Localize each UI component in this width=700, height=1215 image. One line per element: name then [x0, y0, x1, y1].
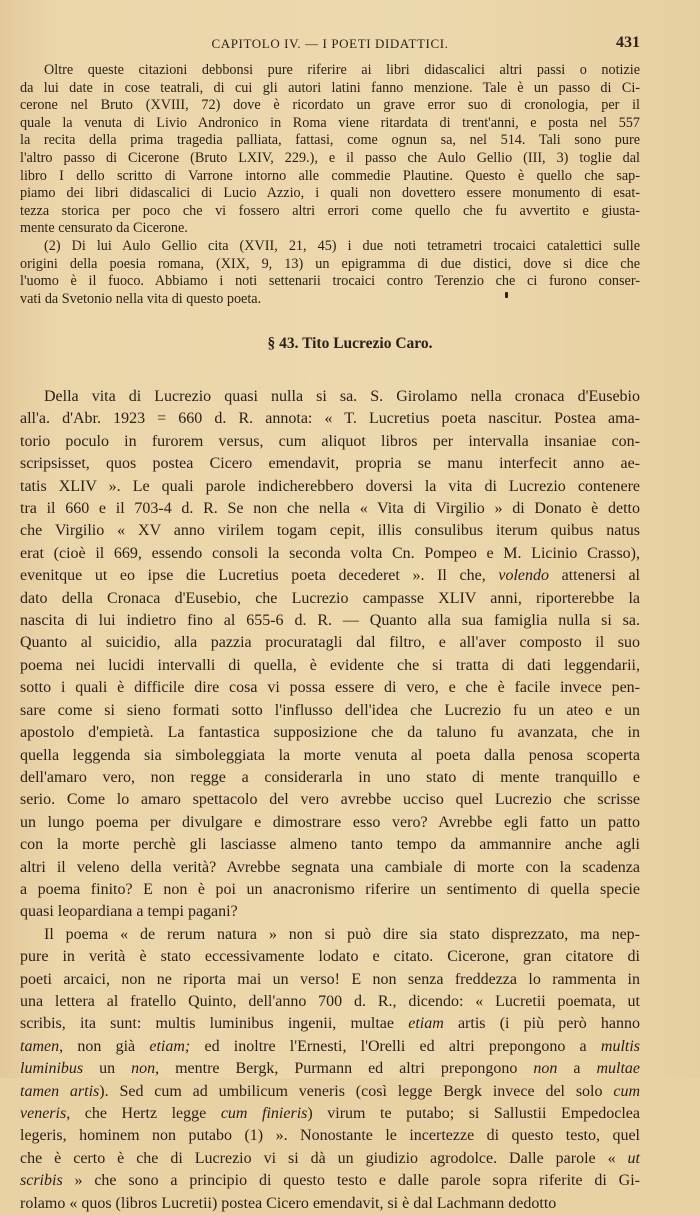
- italic-text: non: [533, 1060, 558, 1078]
- text-segment: la recita della prima tragedia palliata, fattasi, come ognun sa, nel 514. Tali sono pure: [20, 132, 640, 149]
- text-segment: tra il 660 e il 703-4 d. R. Se non che nella « Vita di Virgilio » di Donato è detto: [20, 500, 640, 518]
- text-segment: apostolo d'empietà. La fantastica supposizione che da taluno fu avanzata, che in: [20, 724, 640, 742]
- text-line: [20, 767, 640, 789]
- text-line: [20, 150, 640, 168]
- text-line: [20, 520, 640, 542]
- text-segment: un: [83, 1060, 132, 1078]
- italic-text: scribis: [20, 1172, 63, 1190]
- text-line: [20, 386, 640, 408]
- text-segment: a poema finito? E non è poi un anacronismo riferire un sentimento di quella specie: [20, 880, 640, 898]
- text-line: [20, 408, 640, 430]
- running-title: CAPITOLO IV. — I POETI DIDATTICI.: [211, 36, 449, 51]
- text-segment: rolamo « quos (libros Lucretii) postea Cicero emendavit, si è dal Lachmann dedotto: [20, 1194, 557, 1212]
- text-line: [20, 722, 640, 744]
- text-segment: un lungo poema per divulgare e dimostrare esso vero? Avrebbe egli fatto un patto: [20, 813, 640, 831]
- text-segment: erat (cioè il 669, essendo consoli la seconda volta Cn. Pompeo e M. Licinio Crasso),: [20, 544, 640, 562]
- text-line: [20, 185, 640, 203]
- text-line: [20, 220, 640, 238]
- text-line: [20, 1036, 640, 1058]
- text-segment: quella leggenda sia simboleggiata la morte venuta al poeta dalla penosa scoperta: [20, 746, 640, 764]
- text-line: [20, 1148, 640, 1170]
- text-segment: legeris, hominem non putabo (1) ». Nonostante le incertezze di questo testo, quel: [20, 1127, 640, 1145]
- text-line: [20, 476, 640, 498]
- text-segment: da lui date in cose teatrali, di cui gli autori latini fanno menzione. Tale è un passo di Ci-: [20, 79, 640, 96]
- text-segment: Della vita di Lucrezio quasi nulla si sa. S. Girolamo nella cronaca d'Eusebio: [44, 388, 640, 405]
- text-line: [20, 80, 640, 98]
- text-line: [20, 924, 640, 946]
- text-line: [20, 1170, 640, 1192]
- text-line: [20, 969, 640, 991]
- italic-text: multae: [596, 1060, 640, 1078]
- section-title: § 43. Tito Lucrezio Caro.: [267, 335, 433, 352]
- text-line: [20, 1193, 640, 1215]
- text-segment: dato della Cronaca d'Eusebio, che Lucrezio campasse XLIV anni, riporterebbe la: [20, 589, 640, 607]
- text-segment: che Virgilio « XV anno virilem togam cepit, illis consulibus iterum quibus natus: [20, 522, 640, 540]
- text-line: [20, 946, 640, 968]
- text-segment: Quanto al suicidio, alla pazzia procuratagli dal filtro, e all'aver composto il suo: [20, 634, 640, 652]
- text-segment: dell'amaro vero, non regge a considerarla in uno stato di mente tranquillo e: [20, 768, 640, 786]
- text-segment: quasi leopardiana a tempi pagani?: [20, 903, 238, 921]
- text-line: [20, 588, 640, 610]
- text-segment: cerone nel Bruto (XVIII, 72) dove è ricordato un grave error suo di cronologia, per il: [20, 97, 640, 114]
- italic-text: non: [131, 1060, 156, 1078]
- text-segment: sare come si sieno formati sotto l'influsso dell'idea che Lucrezio fu un ateo e un: [20, 701, 640, 719]
- ink-speck: [505, 292, 508, 298]
- text-segment: origini della poesia romana, (XIX, 9, 13) un epigramma di due distici, dove si dice che: [20, 255, 640, 272]
- page-number: 431: [616, 34, 640, 51]
- text-line: [20, 431, 640, 453]
- text-segment: scripsisset, quos postea Cicero emendavit, propria se manu interfecit anno ae-: [20, 455, 640, 473]
- text-line: [20, 991, 640, 1013]
- text-line: [20, 901, 640, 923]
- text-line: [20, 1081, 640, 1103]
- text-line: [20, 857, 640, 879]
- text-line: [20, 115, 640, 133]
- text-line: [20, 543, 640, 565]
- text-line: [20, 610, 640, 632]
- text-segment: Oltre queste citazioni debbonsi pure riferire ai libri didascalici altri passi o notizie: [44, 62, 640, 78]
- text-segment: l'altro passo di Cicerone (Bruto LXIV, 229.), e il passo che Aulo Gellio (III, 3) toglie dal: [20, 149, 640, 166]
- text-segment: vati da Svetonio nella vita di questo poeta.: [20, 290, 262, 307]
- text-line: [20, 97, 640, 115]
- text-line: [20, 565, 640, 587]
- text-line: [20, 1058, 640, 1080]
- italic-text: tamen artis: [20, 1082, 100, 1100]
- text-line: [20, 498, 640, 520]
- text-line: [20, 812, 640, 834]
- italic-text: cum finieris: [220, 1105, 308, 1122]
- italic-text: luminibus: [20, 1060, 84, 1078]
- text-line: [20, 789, 640, 811]
- text-segment: torio poculo in furorem versus, cum aliquot libros per intervalla insaniae con-: [20, 432, 640, 450]
- text-segment: ). Sed cum ad umbilicum veneris (così legge Bergk invece del solo: [99, 1082, 614, 1100]
- italic-text: volendo: [498, 567, 549, 585]
- text-segment: nascita di lui indietro fino al 655-6 d. R. — Quanto alla sua famiglia nulla si sa.: [20, 612, 640, 630]
- text-segment: ed inoltre l'Ernesti, l'Orelli ed altri prepongono a: [190, 1037, 601, 1055]
- paragraph: [20, 924, 640, 1215]
- text-segment: serio. Come lo amaro spettacolo del vero avrebbe ucciso quel Lucrezio che scrisse: [20, 791, 640, 809]
- text-segment: sotto i quali è difficile dire cosa vi possa essere di vero, e che è facile invece pen-: [20, 679, 640, 697]
- text-segment: quale la venuta di Livio Andronico in Roma viene ritardata di trent'anni, e posta nel 557: [20, 114, 640, 131]
- text-line: [20, 834, 640, 856]
- page-header: [20, 34, 640, 52]
- text-segment: l'uomo è il fuoco. Abbiamo i noti settenarii trocaici contro Terenzio che ci furono conser-: [20, 273, 640, 290]
- footnote-paragraph: [20, 238, 640, 308]
- text-segment: attenersi al: [549, 567, 641, 585]
- text-segment: che è certo è che di Lucrezio vi si dà un giudizio agrodolce. Dalle parole «: [20, 1149, 628, 1167]
- italic-text: etiam;: [149, 1037, 191, 1055]
- text-segment: poeti arcaici, non ne riporta mai un verso! E non senza freddezza lo rammenta in: [20, 970, 640, 988]
- italic-text: veneris: [20, 1105, 67, 1122]
- text-line: [20, 203, 640, 221]
- text-line: [20, 745, 640, 767]
- text-line: [20, 238, 640, 256]
- text-segment: scribis, ita sunt: multis luminibus ingenii, multae: [20, 1015, 409, 1033]
- italic-text: tamen: [20, 1037, 60, 1055]
- text-line: [20, 632, 640, 654]
- text-line: [20, 1125, 640, 1147]
- text-line: [20, 62, 640, 80]
- text-segment: altri il veleno della verità? Avrebbe segnata una cambiale di morte con la scadenza: [20, 858, 640, 876]
- text-line: [20, 132, 640, 150]
- text-line: [20, 291, 640, 309]
- text-segment: con la morte perchè gli lasciasse almeno tanto tempo da ammannire anche agli: [20, 836, 640, 854]
- text-segment: all'a. d'Abr. 1923 = 660 d. R. annota: « T. Lucretius poeta nascitur. Postea ama-: [20, 410, 640, 428]
- italic-text: multis: [600, 1037, 641, 1055]
- text-line: [20, 655, 640, 677]
- text-line: [20, 273, 640, 291]
- italic-text: etiam: [408, 1015, 444, 1033]
- text-line: [20, 700, 640, 722]
- text-segment: , che Hertz legge: [66, 1105, 221, 1122]
- text-segment: » che sono a principio di questo testo e dalle parole sopra riferite di Gi-: [62, 1172, 640, 1190]
- text-line: [20, 168, 640, 186]
- text-segment: artis (i più però hanno: [443, 1015, 641, 1033]
- text-segment: a: [557, 1060, 597, 1078]
- text-segment: ) virum te putabo; si Sallustii Empedoclea: [307, 1105, 641, 1122]
- text-line: [20, 453, 640, 475]
- text-segment: , non già: [59, 1037, 150, 1055]
- text-line: [20, 677, 640, 699]
- footnotes: [20, 62, 640, 308]
- text-line: [20, 1103, 640, 1125]
- main-text: [20, 386, 640, 1215]
- footnote-paragraph: [20, 62, 640, 238]
- text-segment: mente censurato da Cicerone.: [20, 220, 188, 237]
- text-line: [20, 879, 640, 901]
- text-segment: una lettera al fratello Quinto, dell'anno 700 d. R., dicendo: « Lucretii poemata, ut: [20, 992, 640, 1010]
- text-segment: evenitque ut eo ipse die Lucretius poeta decederet ». Il che,: [20, 567, 499, 585]
- text-segment: tatis XLIV ». Le quali parole indicherebbero doversi la vita di Lucrezio contenere: [20, 477, 640, 495]
- italic-text: ut: [627, 1149, 640, 1167]
- text-line: [20, 256, 640, 274]
- text-segment: Il poema « de rerum natura » non si può dire sia stato disprezzato, ma nep-: [44, 925, 640, 943]
- text-segment: pure in verità è stato eccessivamente lodato e citato. Cicerone, gran citatore di: [20, 948, 640, 966]
- text-segment: , mentre Bergk, Purmann ed altri prepongono: [155, 1060, 534, 1078]
- text-segment: poema nei lucidi intervalli di quella, è evidente che si tratta di dati leggendarii,: [20, 656, 640, 674]
- text-line: [20, 1013, 640, 1035]
- text-segment: (2) Di lui Aulo Gellio cita (XVII, 21, 45) i due noti tetrametri trocaici catalettici sulle: [44, 237, 640, 254]
- italic-text: cum: [613, 1082, 640, 1100]
- text-segment: piamo dei libri didascalici di Lucio Azzio, i quali non dovettero essere monumento di esat-: [20, 185, 640, 202]
- text-segment: libro I dello scritto di Varrone intorno alle commedie Plautine. Questo è quello che sap-: [20, 167, 640, 184]
- text-segment: tezza storica per poco che vi fossero altri errori come quello che fu avvertito e giusta-: [20, 202, 640, 219]
- paragraph: [20, 386, 640, 924]
